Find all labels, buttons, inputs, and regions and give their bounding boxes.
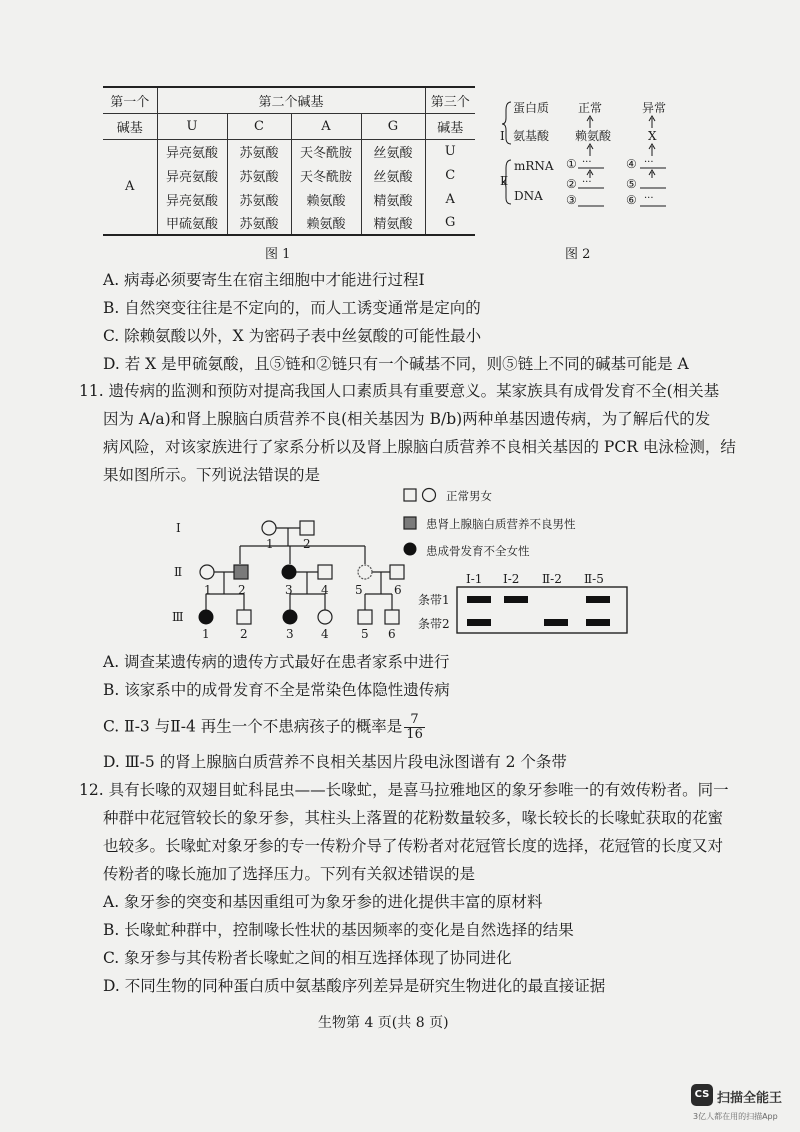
header-third-base-2: 碱基 [425,113,475,139]
header-third-base: 第三个 [425,87,475,113]
table-cell: 异亮氨酸 [157,187,227,211]
gen-label-1: Ⅰ [176,521,181,535]
third-base: A [425,187,475,211]
individual-iii2 [237,610,251,624]
num-ii3: 3 [285,583,293,597]
individual-iii3 [283,610,298,625]
q12-stem-line-3: 也较多。长喙虻对象牙参的专一传粉介导了传粉者对花冠管长度的选择，花冠管的长度又对 [103,837,724,855]
q10-option-d: D. 若 X 是甲硫氨酸，且⑤链和②链只有一个碱基不同，则⑤链上不同的碱基可能是 A [103,355,689,373]
q10-option-b: B. 自然突变往往是不定向的，而人工诱变通常是定向的 [103,299,481,317]
legend-male-normal-icon [404,489,416,501]
num-iii5: 5 [361,627,369,641]
q11-option-c [103,713,425,742]
col-c: C [227,113,291,139]
q11-stem-line-1: 11. 遗传病的监测和预防对提高我国人口素质具有重要意义。某家族具有成骨发育不全(相关基 [79,382,720,400]
label-mrna: mRNA [514,159,554,173]
page-footer: 生物第 4 页(共 8 页) [318,1015,449,1031]
q11-option-c-text: C. Ⅱ-3 与Ⅱ-4 再生一个不患病孩子的概率是 [103,717,403,736]
probability-fraction: $\frac{7}{16}$ [406,712,423,742]
label-normal: 正常 [578,101,603,115]
pedigree-chart [170,508,410,648]
dots: ··· [644,193,654,204]
legend-ald-male: 患肾上腺脑白质营养不良男性 [426,517,576,531]
num-ii2: 2 [238,583,246,597]
num-iii2: 2 [240,627,248,641]
label-roman-2: Ⅱ [500,174,509,188]
individual-i2 [300,521,314,535]
num-ii1: 1 [204,583,212,597]
table-cell: 赖氨酸 [291,187,361,211]
q12-stem-line-4: 传粉者的喙长施加了选择压力。下列有关叙述错误的是 [103,865,476,883]
table-cell: 异亮氨酸 [157,163,227,187]
figure2-caption: 图 2 [565,247,591,262]
individual-ii5 [358,565,372,579]
dots: ··· [582,177,592,188]
gel-band2-label: 条带2 [418,617,450,631]
col-a: A [291,113,361,139]
individual-ii6 [390,565,404,579]
q11-stem-line-2: 因为 A/a)和肾上腺脑白质营养不良(相关基因为 B/b)两种单基因遗传病，为了解后代的发 [103,410,711,428]
table-cell: 异亮氨酸 [157,139,227,163]
dots: ··· [644,157,654,168]
first-base-a: A [125,179,135,195]
individual-ii4 [318,565,332,579]
table-cell: 苏氨酸 [227,211,291,235]
table-cell: 精氨酸 [361,187,425,211]
num-iii4: 4 [321,627,329,641]
q11-option-a: A. 调查某遗传病的遗传方式最好在患者家系中进行 [103,653,450,671]
q10-option-a: A. 病毒必须要寄生在宿主细胞中才能进行过程Ⅰ [103,271,425,289]
q11-option-b: B. 该家系中的成骨发育不全是常染色体隐性遗传病 [103,681,450,699]
table-cell: 苏氨酸 [227,163,291,187]
individual-iii6 [385,610,399,624]
codon-table [103,86,475,236]
gel-lane-i1: Ⅰ-1 [466,572,483,586]
label-amino-acid: 氨基酸 [513,129,550,143]
num-iii1: 1 [202,627,210,641]
col-g: G [361,113,425,139]
num-ii5: 5 [355,583,363,597]
third-base: U [425,139,475,163]
label-x: X [648,129,657,143]
num-i1: 1 [266,537,274,551]
gen-label-2: Ⅱ [174,565,183,579]
band-ii2-2 [544,619,568,626]
legend-oi-female: 患成骨发育不全女性 [426,544,530,558]
individual-i1 [262,521,276,535]
table-cell: 苏氨酸 [227,139,291,163]
num-iii3: 3 [286,627,294,641]
label-c1: ① [566,157,577,171]
legend-normal: 正常男女 [446,489,492,503]
label-c4: ④ [626,157,637,171]
table-cell: 丝氨酸 [361,139,425,163]
gen-label-3: Ⅲ [172,610,184,624]
table-cell: 苏氨酸 [227,187,291,211]
gel-frame [457,587,627,633]
header-second-base: 第二个碱基 [157,87,425,113]
gel-lane-ii5: Ⅱ-5 [584,572,604,586]
scanner-logo-icon: CS [691,1084,713,1106]
q12-stem-line-2: 种群中花冠管较长的象牙参，其柱头上落置的花粉数量较多，喙长较长的长喙虻获取的花蜜 [103,809,724,827]
label-dna: DNA [514,189,543,203]
num-ii6: 6 [394,583,402,597]
gel-lane-ii2: Ⅱ-2 [542,572,562,586]
third-base: G [425,211,475,235]
table-cell: 赖氨酸 [291,211,361,235]
header-first-base-2: 碱基 [103,113,157,139]
label-c5: ⑤ [626,177,637,191]
band-i1-1 [467,596,491,603]
figure1-caption: 图 1 [265,247,291,262]
band-i2-1 [504,596,528,603]
num-i2: 2 [303,537,311,551]
table-cell: 甲硫氨酸 [157,211,227,235]
legend-female-normal-icon [423,489,436,502]
col-u: U [157,113,227,139]
individual-ii3 [282,565,297,580]
band-ii5-2 [586,619,610,626]
table-cell: 天冬酰胺 [291,139,361,163]
q12-option-b: B. 长喙虻种群中，控制喙长性状的基因频率的变化是自然选择的结果 [103,921,574,939]
q11-option-d: D. Ⅲ-5 的肾上腺脑白质营养不良相关基因片段电泳图谱有 2 个条带 [103,753,567,771]
label-roman-1: Ⅰ [500,129,505,143]
figure2-diagram [478,90,698,230]
label-lysine: 赖氨酸 [575,129,612,143]
individual-iii4 [318,610,332,624]
q12-option-a: A. 象牙参的突变和基因重组可为象牙参的进化提供丰富的原材料 [103,893,543,911]
table-cell: 天冬酰胺 [291,163,361,187]
q12-stem-line-1: 12. 具有长喙的双翅目虻科昆虫——长喙虻，是喜马拉雅地区的象牙参唯一的有效传粉者。同一 [79,781,729,799]
dots: ··· [582,157,592,168]
label-c2: ② [566,177,577,191]
label-protein: 蛋白质 [513,101,550,115]
q12-option-c: C. 象牙参与其传粉者长喙虻之间的相互选择体现了协同进化 [103,949,512,967]
scanner-brand-name: 扫描全能王 [717,1091,783,1106]
gel-band1-label: 条带1 [418,593,450,607]
individual-ii1 [200,565,214,579]
q11-stem-line-3: 病风险，对该家族进行了家系分析以及肾上腺脑白质营养不良相关基因的 PCR 电泳检测，结 [103,438,736,456]
table-cell: 丝氨酸 [361,163,425,187]
band-ii5-1 [586,596,610,603]
label-c6: ⑥ [626,193,637,207]
q12-option-d: D. 不同生物的同种蛋白质中氨基酸序列差异是研究生物进化的最直接证据 [103,977,606,995]
individual-iii5 [358,610,372,624]
num-iii6: 6 [388,627,396,641]
gel-box [456,586,628,636]
individual-ii2 [234,565,248,579]
individual-iii1 [199,610,214,625]
band-i1-2 [467,619,491,626]
q11-stem-line-4: 果如图所示。下列说法错误的是 [103,466,321,484]
label-c3: ③ [566,193,577,207]
q10-option-c: C. 除赖氨酸以外，X 为密码子表中丝氨酸的可能性最小 [103,327,482,345]
scanner-brand-slogan: 3亿人都在用的扫描App [693,1112,778,1121]
table-cell: 精氨酸 [361,211,425,235]
num-ii4: 4 [321,583,329,597]
third-base: C [425,163,475,187]
label-abnormal: 异常 [642,101,667,115]
gel-lane-i2: Ⅰ-2 [503,572,520,586]
header-first-base: 第一个 [103,87,157,113]
